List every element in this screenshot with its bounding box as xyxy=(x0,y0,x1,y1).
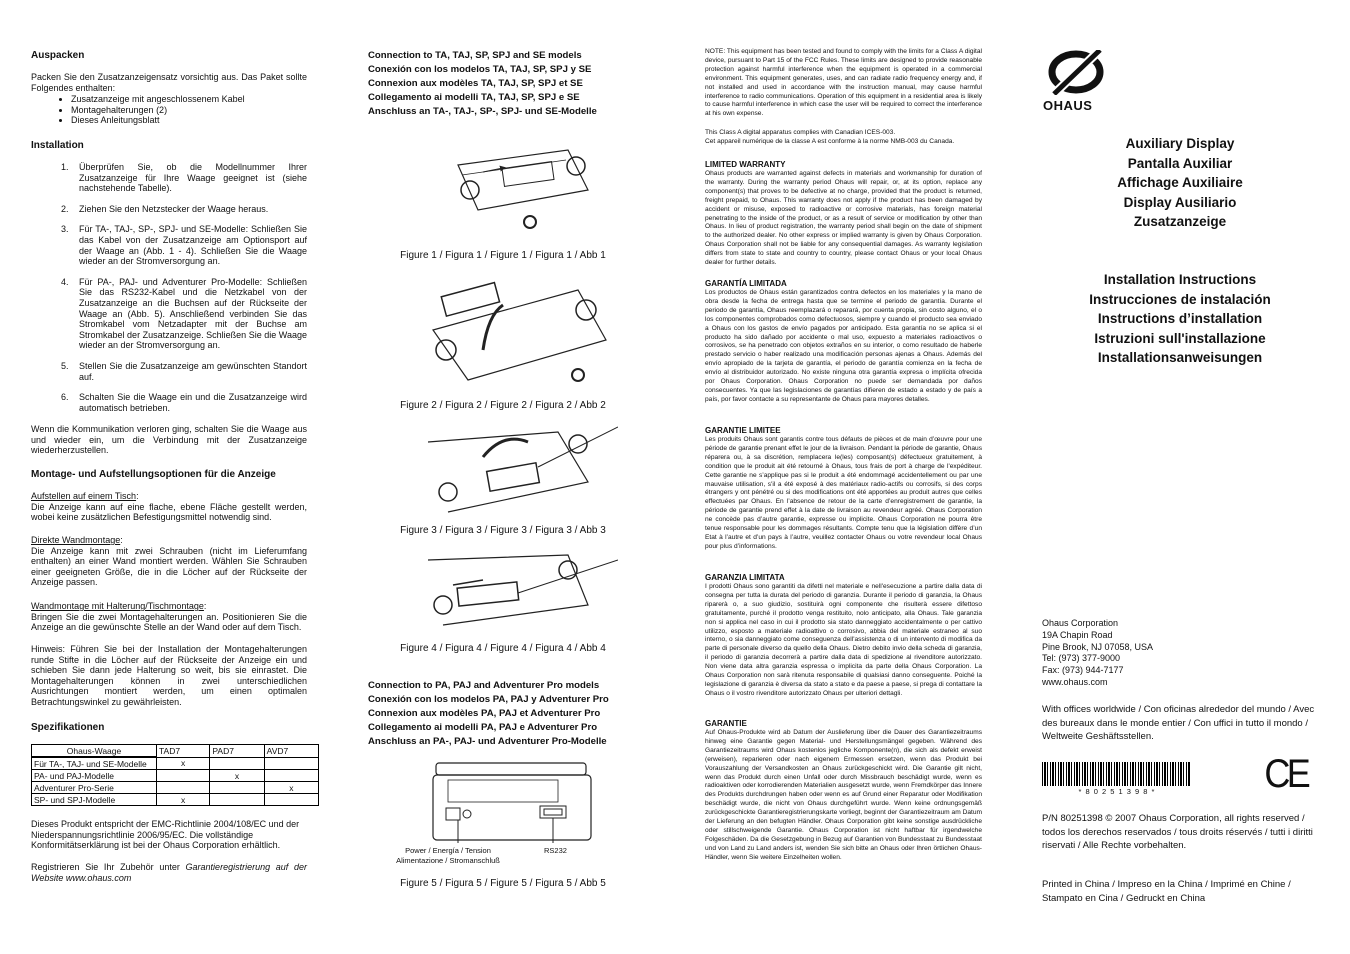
ta-heading xyxy=(368,49,618,119)
table-header: AVD7 xyxy=(264,745,318,758)
figure-2-caption: Figure 2 / Figura 2 / Figure 2 / Figura 2 / Abb 2 xyxy=(400,400,606,411)
title-line: Display Ausiliario xyxy=(1123,194,1237,210)
title-line: Instrucciones de instalación xyxy=(1089,291,1271,307)
heading-line: Anschluss an PA-, PAJ- und Adventurer Pro-Modelle xyxy=(368,736,607,747)
company-address xyxy=(1042,618,1153,689)
pa-heading xyxy=(368,679,618,749)
title-line: Installation Instructions xyxy=(1103,272,1257,287)
table-cell: Für TA-, TAJ- und SE-Modelle xyxy=(32,757,157,770)
table-header: PAD7 xyxy=(210,745,264,758)
spez-heading: Spezifikationen xyxy=(31,722,105,733)
figure-5-illustration xyxy=(428,758,598,848)
register-lead: Registrieren Sie Ihr Zubehör unter xyxy=(31,862,180,872)
figure-1-caption: Figure 1 / Figura 1 / Figure 1 / Figura 1 / Abb 1 xyxy=(400,250,606,261)
address-line: Pine Brook, NJ 07058, USA xyxy=(1042,641,1154,652)
warranty-es-title: GARANTÍA LIMITADA xyxy=(705,279,787,288)
barcode-bars xyxy=(1042,762,1190,786)
rs232-label: RS232 xyxy=(544,846,567,855)
address-line: 19A Chapin Road xyxy=(1042,629,1113,640)
halter-section: Wandmontage mit Halterung/Tischmontage: Bringen Sie die zwei Montagehalterungen an. Positionieren Sie die Anzeige an die gewünschte Stelle an der Wand oder auf dem Tisch. xyxy=(31,601,307,633)
instructions-title xyxy=(1060,270,1300,368)
list-item: • Montagehalterungen (2) xyxy=(71,105,311,116)
table-cell: x xyxy=(210,770,264,782)
ohaus-logo-icon xyxy=(1040,50,1112,95)
auspacken-list xyxy=(31,94,311,126)
list-item: • Zusatzanzeige mit angeschlossenem Kabel xyxy=(71,94,311,105)
title-line: Zusatzanzeige xyxy=(1133,214,1227,229)
step-item: 4. Für PA-, PAJ- und Adventurer Pro-Modelle: Schließen Sie das RS232-Kabel und die Netzkabel von der Zusatzanzeige an die Buchsen auf der Rückseite der Waage an (Abb. 5). Anschließend verbinden Sie das Stromkabel vom Netzadapter mit der Buchse am Stromkabel der Zusatzanzeige. Schließen Sie die Waage wieder an der Stromversorgung an. xyxy=(71,277,307,351)
heading-line: Connexion aux modèles TA, TAJ, SP, SPJ et SE xyxy=(368,78,583,89)
figure-3-illustration xyxy=(428,422,618,517)
comm-text: Wenn die Kommunikation verloren ging, schalten Sie die Waage aus und wieder ein, um die Verbindung mit der Zusatzanzeige wiederherzustellen. xyxy=(31,424,307,456)
figure-4-illustration xyxy=(428,545,618,635)
power-label-line2: Alimentazione / Stromanschluß xyxy=(396,855,500,865)
ohaus-logo-text: OHAUS xyxy=(1043,98,1093,113)
warranty-de-text: Auf Ohaus-Produkte wird ab Datum der Auslieferung über die Dauer des Garantiezeitraums hinweg eine Garantie gegen Material- und Herstellungsmängel gegeben. Während des Garantiezeitraums wird Ohaus kostenlos jegliche Komponente(n), die sich als defekt erweist (erweisen), reparieren oder nach eigenem Ermessen ersetzen, wenn das Produkt bei Vorauszahlung der Versandkosten an Ohaus zurückgeschickt wird. Die Garantie gilt nicht, wenn das Produkt durch einen Unfall oder durch Missbrauch beschädigt wurde, wenn es radioaktiven oder korrodierenden Materialien ausgesetzt wurde, wenn Fremdkörper das Innere des Produkts durchdrungen haben oder wenn es auf Grund einer Reparatur oder Modifikation beschädigt wurde, die nicht von Ohaus durchgeführt wurde. Wenn keine ordnungsgemäß zurückgeschickte Garantieregistrierungskarte vorliegt, beginnt der Garantiezeitraum am Datum der Lieferung an den befugten Händler. Ohaus Corporation gibt keine sonstige ausdrückliche oder stillschweigende Garantie. Ohaus Corporation ist nicht haftbar für irgendwelche Folgeschäden. Da die Gesetzgebung in Bezug auf Garantien von Bundesstaat zu Bundesstaat und von Land zu Land anders ist, wenden Sie sich bitte an Ohaus oder Ihren örtlichen Ohaus-Händler, wenn Sie weitere Einzelheiten wollen. xyxy=(705,729,982,861)
step-item: 5. Stellen Sie die Zusatzanzeige am gewünschten Standort auf. xyxy=(71,361,307,382)
title-line: Istruzioni sull'installazione xyxy=(1094,330,1266,346)
website-link[interactable]: www.ohaus.com xyxy=(1042,676,1108,687)
barcode-number: * 8 0 2 5 1 3 9 8 * xyxy=(1078,787,1156,796)
heading-line: Collegamento ai modelli TA, TAJ, SP, SPJ e SE xyxy=(368,92,580,103)
auspacken-text: Packen Sie den Zusatzanzeigensatz vorsichtig aus. Das Paket sollte Folgendes enthalten: xyxy=(31,72,307,93)
register-text xyxy=(31,862,307,883)
warranty-en-text: Ohaus products are warranted against defects in materials and workmanship for duration of the warranty. During the warranty period Ohaus will repair, or, at its option, replace any component(s) that proves to be defective at no charge, provided that the product is returned, freight prepaid, to Ohaus. This warranty does not apply if the product has been damaged by accident or misuse, exposed to radioactive or corrosive materials, has foreign material penetrating to the inside of the product, or as a result of service or modification by other than Ohaus. In lieu of product registration, the warranty period shall begin on the date of shipment to the authorized dealer. No other express or implied warranty is given by Ohaus Corporation. Ohaus Corporation shall not be liable for any consequential damages. As warranty legislation differs from state to state and country to country, please contact Ohaus or your local Ohaus dealer for further details. xyxy=(705,170,982,267)
canada-note xyxy=(705,129,982,147)
heading-line: Conexión con los modelos TA, TAJ, SP, SPJ y SE xyxy=(368,64,592,75)
table-row xyxy=(32,757,319,770)
table-cell xyxy=(157,770,210,782)
installation-heading: Installation xyxy=(31,140,84,151)
table-row xyxy=(32,770,319,782)
barcode xyxy=(1042,762,1192,796)
warranty-es-text: Los productos de Ohaus están garantizados contra defectos en los materiales y la mano de obra desde la fecha de entrega hasta que se termine el periodo de garantía. Durante el periodo de garantía, Ohaus reemplazará o reparará, por cuenta propia, sin costo alguno, el o los componentes comprobados como defectuosos, siempre y cuando el producto sea enviado a Ohaus con los gastos de envío pagados por anticipado. Esta garantía no se aplica si el producto ha sido dañado por accidente o mal uso, expuesto a materiales radioactivos o corrosivos, se ha penetrado con objetos extraños en su interior, o como resultado de haberle prestado servicio o haber realizado una modificación personas ajenas a Ohaus. Además del envío apropiado de la tarjeta de garantía, el periodo de garantía comienza en la fecha de envío al distribuidor autorizado. No existe ninguna otra garantía expresa o implícita ofrecida por Ohaus Corporation. Ohaus Corporation no puede ser demandada por daños consecuentes. Ya que las legislaciones de garantías difieren de estado a estado y de país a país, por favor contacte a su representante de Ohaus para mayores detalles. xyxy=(705,289,982,403)
canada-line1: This Class A digital apparatus complies with Canadian ICES-003. xyxy=(705,129,896,136)
figure-1-illustration xyxy=(448,140,598,240)
warranty-fr-title: GARANTIE LIMITEE xyxy=(705,426,781,435)
step-item: 1. Überprüfen Sie, ob die Modellnummer Ihrer Zusatzanzeige für Ihre Waage geeignet ist (siehe nachstehende Tabelle). xyxy=(71,162,307,194)
heading-line: Anschluss an TA-, TAJ-, SP-, SPJ- und SE-Modelle xyxy=(368,106,597,117)
figure-5-caption: Figure 5 / Figura 5 / Figure 5 / Figura 5 / Abb 5 xyxy=(400,878,606,889)
step-item: 2. Ziehen Sie den Netzstecker der Waage heraus. xyxy=(71,204,307,215)
spec-table xyxy=(31,744,319,806)
ohaus-logo xyxy=(1040,50,1112,113)
table-cell: x xyxy=(264,782,318,794)
table-header: TAD7 xyxy=(157,745,210,758)
table-cell xyxy=(264,794,318,806)
halter-text: Bringen Sie die zwei Montagehalterungen an. Positionieren Sie die Anzeige an die gewünschte Stelle an der Wand oder auf dem Tisch. xyxy=(31,611,307,633)
wand-label: Direkte Wandmontage xyxy=(31,535,121,545)
montage-heading: Montage- und Aufstellungsoptionen für die Anzeige xyxy=(31,469,276,480)
title-line: Affichage Auxiliaire xyxy=(1117,175,1243,190)
address-line: Tel: (973) 377-9000 xyxy=(1042,653,1121,664)
halter-label: Wandmontage mit Halterung/Tischmontage xyxy=(31,601,204,611)
power-label xyxy=(388,846,508,865)
tisch-section: Aufstellen auf einem Tisch: Die Anzeige kann auf eine flache, ebene Fläche gestellt werden, wobei keine zusätzlichen Befestigungsmittel notwendig sind. xyxy=(31,491,307,523)
warranty-it-text: I prodotti Ohaus sono garantiti da difetti nel materiale e nell'esecuzione a partire dalla data di consegna per tutta la durata del periodo di garanzia. Durante il periodo di garanzia, la Ohaus riparerà o, a suo giudizio, sostituirà ogni componente che risulterà essere difettoso gratuitamente, purché il prodotto venga restituito, nolo anticipato, alla Ohaus. Tale garanzia non si applica nel caso in cui il prodotto sia stato danneggiato accidentalmente o per cattivo utilizzo, esposto a materiale radioattivo o corrosivo, abbia del materiale estraneo al suo interno, o sia danneggiato come conseguenza dell'assistenza o di un intervento di modifica da parte di personale diverso da quello della Ohaus. Dietro debito invio della scheda di garanzia, il periodo di garanzia decorrerà a partire dalla data di spedizione al rivenditore autorizzato. Non viene data altra garanzia espressa o implicita da parte della Ohaus Corporation. La Ohaus Corporation non sarà ritenuta responsabile di qualsiasi danno conseguente. Poiché la legislazione di garanzia è diversa da stato a stato e da paese a paese, si prega di contattare la Ohaus o il vostro rivenditore autorizzato Ohaus per ulteriori dettagli. xyxy=(705,583,982,697)
table-cell: x xyxy=(157,794,210,806)
title-line: Instructions d’installation xyxy=(1097,311,1263,326)
offices-text: With offices worldwide / Con oficinas alrededor del mundo / Avec des bureaux dans le monde entier / Con uffici in tutto il mondo / Weltweite Geshäftsstellen. xyxy=(1042,704,1315,742)
title-line: Pantalla Auxiliar xyxy=(1127,155,1233,171)
figure-3-caption: Figure 3 / Figura 3 / Figure 3 / Figura 3 / Abb 3 xyxy=(400,525,606,536)
canada-line2: Cet appareil numérique de la classe A est conforme à la norme NMB-003 du Canada. xyxy=(705,137,955,145)
table-header-row xyxy=(32,745,319,758)
warranty-de-title: GARANTIE xyxy=(705,719,747,728)
product-title xyxy=(1060,134,1300,232)
heading-line: Conexión con los modelos PA, PAJ y Adventurer Pro xyxy=(368,694,609,705)
table-cell: PA- und PAJ-Modelle xyxy=(32,770,157,782)
installation-steps xyxy=(31,162,307,423)
ce-mark: CE xyxy=(1264,752,1308,796)
table-header: Ohaus-Waage xyxy=(32,745,157,758)
part-number-copyright: P/N 80251398 © 2007 Ohaus Corporation, all rights reserved / todos los derechos reservados / tous droits réservés / tutti i diritti riservati / Alle Rechte vorbehalten. xyxy=(1042,813,1313,851)
table-cell xyxy=(210,757,264,770)
table-cell: x xyxy=(157,757,210,770)
hinweis-text: Hinweis: Führen Sie bei der Installation der Montagehalterungen runde Stifte in die Löcher auf der Rückseite der Anzeige ein und schieben Sie dann jede Halterung so weit, bis sie einrastet. Die Montagehalterungen können in zwei unterschiedlichen Ausrichtungen montiert werden, um einen optimalen Betrachtungswinkel zu gewährleisten. xyxy=(31,644,307,707)
table-cell xyxy=(210,794,264,806)
wand-text: Die Anzeige kann mit zwei Schrauben (nicht im Lieferumfang enthalten) an einer Wand montiert werden. Wählen Sie Schrauben einer geeigneten Größe, die in die Löcher auf der Rückseite der Anzeige passen. xyxy=(31,545,307,588)
printed-in: Printed in China / Impreso en la China / Imprimé en Chine / Stampato en Cina / Gedruckt en China xyxy=(1042,879,1291,904)
address-line: Fax: (973) 944-7177 xyxy=(1042,665,1124,676)
table-cell xyxy=(210,782,264,794)
figure-2-illustration xyxy=(428,270,608,390)
figure-4-caption: Figure 4 / Figura 4 / Figure 4 / Figura 4 / Abb 4 xyxy=(400,643,606,654)
power-label-line1: Power / Energía / Tension xyxy=(405,846,491,855)
heading-line: Connection to PA, PAJ and Adventurer Pro models xyxy=(368,680,600,691)
table-cell: Adventurer Pro-Serie xyxy=(32,782,157,794)
warranty-en-title: LIMITED WARRANTY xyxy=(705,160,786,169)
list-item: • Dieses Anleitungsblatt xyxy=(71,115,311,126)
table-cell xyxy=(264,770,318,782)
tisch-text: Die Anzeige kann auf eine flache, ebene Fläche gestellt werden, wobei keine zusätzlichen Befestigungsmittel notwendig sind. xyxy=(31,501,307,523)
table-cell xyxy=(264,757,318,770)
table-row xyxy=(32,794,319,806)
fcc-note: NOTE: This equipment has been tested and found to comply with the limits for a Class A digital device, pursuant to Part 15 of the FCC Rules. These limits are designed to provide reasonable protection against harmful interference when the equipment is operated in a commercial environment. This equipment generates, uses, and can radiate radio frequency energy and, if not installed and used in accordance with the instruction manual, may cause harmful interference to radio communications. Operation of this equipment in a residential area is likely to cause harmful interference in which case the user will be required to correct the interference at his own expense. xyxy=(705,48,982,118)
emc-text: Dieses Produkt entspricht der EMC-Richtlinie 2004/108/EC und der Niederspannungsrichtlinie 2006/95/EC. Die vollständige Konformitätserklärung ist bei der Ohaus Corporation erhältlich. xyxy=(31,819,300,851)
tisch-label: Aufstellen auf einem Tisch xyxy=(31,491,137,501)
step-item: 6. Schalten Sie die Waage ein und die Zusatzanzeige wird automatisch betrieben. xyxy=(71,392,307,413)
wand-section: Direkte Wandmontage: Die Anzeige kann mit zwei Schrauben (nicht im Lieferumfang enthalten) an einer Wand montiert werden. Wählen Sie Schrauben einer geeigneten Größe, die in die Löcher auf der Rückseite der Anzeige passen. xyxy=(31,535,307,588)
title-line: Installationsanweisungen xyxy=(1097,350,1263,365)
table-row xyxy=(32,782,319,794)
heading-line: Collegamento ai modelli PA, PAJ e Adventurer Pro xyxy=(368,722,598,733)
auspacken-heading: Auspacken xyxy=(31,50,85,61)
heading-line: Connexion aux modèles PA, PAJ et Adventurer Pro xyxy=(368,708,601,719)
table-cell xyxy=(157,782,210,794)
address-line: Ohaus Corporation xyxy=(1042,618,1119,628)
warranty-it-title: GARANZIA LIMITATA xyxy=(705,573,785,582)
step-item: 3. Für TA-, TAJ-, SP-, SPJ- und SE-Modelle: Schließen Sie das Kabel von der Zusatzanzeige am Optionsport auf der Waage an (Abb. 1 - 4). Schließen Sie die Waage wieder an der Stromversorgung an. xyxy=(71,224,307,266)
heading-line: Connection to TA, TAJ, SP, SPJ and SE models xyxy=(368,50,582,61)
table-cell: SP- und SPJ-Modelle xyxy=(32,794,157,806)
warranty-fr-text: Les produits Ohaus sont garantis contre tous défauts de pièces et de main d’œuvre pour une période de garantie prenant effet le jour de la livraison. Pendant la période de garantie, Ohaus réparera ou, à sa discrétion, remplacera le(les) composant(s) défectueux gratuitement, à condition que le produit ait été retourné à Ohaus, tous frais de port à charge de l'expéditeur. Cette garantie ne s’applique pas si le produit a été endommagé accidentellement ou par une mauvaise utilisation, s'il a été exposé à des matériaux radio-actifs ou corrosifs, si des corps étrangers y ont pénétré ou si des modifications ont été apportées au produit autres que celles effectuées par Ohaus. En l’absence de retour de la carte d’enregistrement de garantie, la période de garantie prend effet à la date de livraison au revendeur agréé. Ohaus Corporation ne concède pas d’autre garantie, expresse ou implicite. Ohaus Corporation ne pourra être tenue responsable pour les dommages résultants. Compte tenu que la législation diffère d’un Etat à l’autre et d’un pays à l’autre, veuillez contacter Ohaus ou votre revendeur local Ohaus pour plus d’informations. xyxy=(705,436,982,550)
register-link[interactable]: Garantieregistrierung auf der Website www.ohaus.com xyxy=(31,862,307,883)
title-line: Auxiliary Display xyxy=(1125,136,1235,151)
